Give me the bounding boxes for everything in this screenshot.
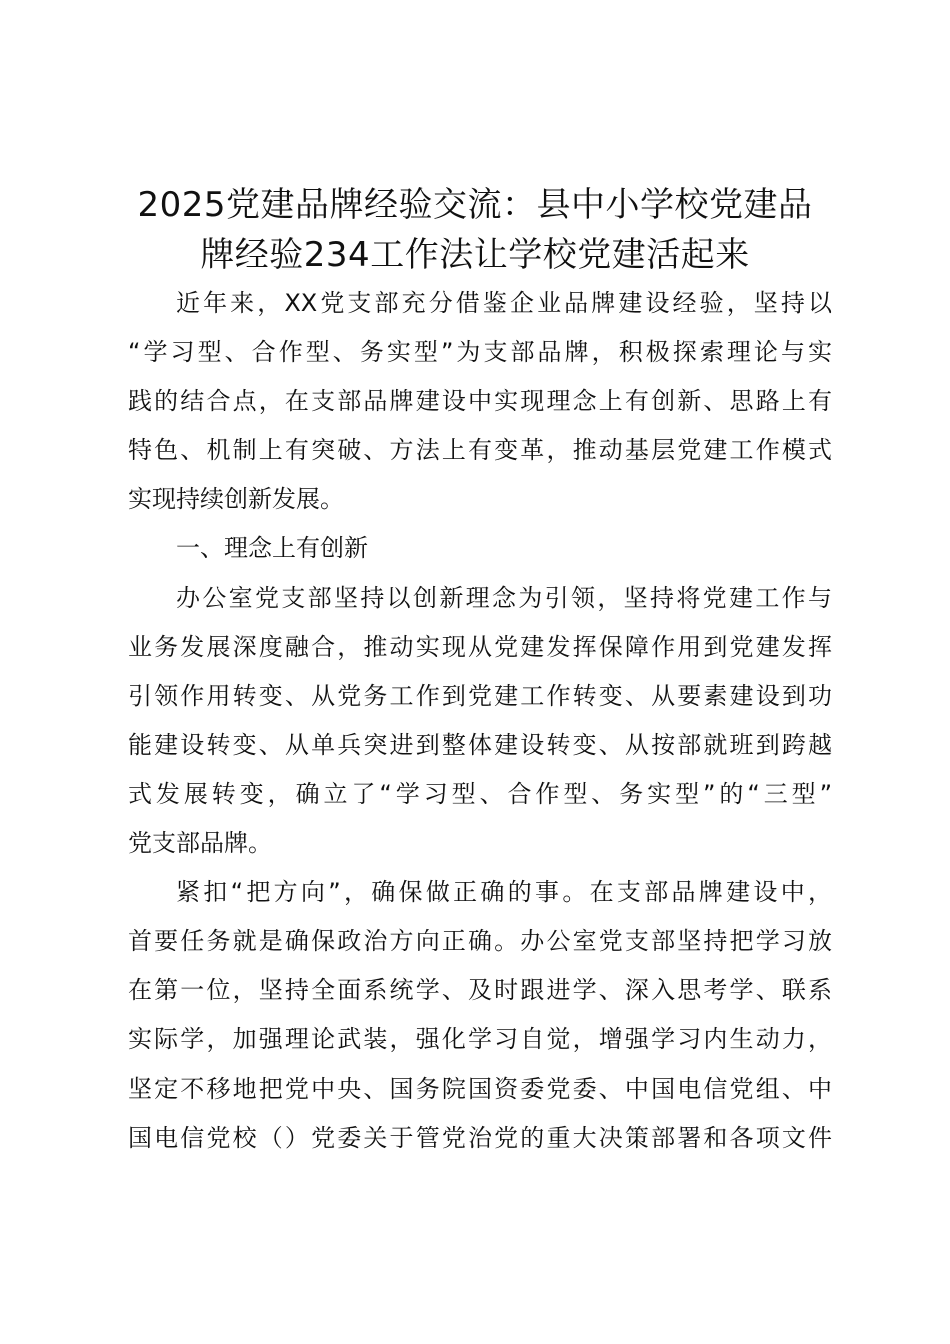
paragraph-concept: [128, 574, 832, 869]
text-line: 实现持续创新发展。: [128, 485, 344, 514]
document-body: [128, 279, 832, 1163]
paragraph-intro: [128, 279, 832, 524]
paragraph-direction: [128, 868, 832, 1163]
text-line: 近年来，XX党支部充分借鉴企业品牌建设经验，坚持以: [176, 289, 832, 317]
text-line: 党支部品牌。: [128, 829, 272, 858]
text-line: 紧扣“把方向”，确保做正确的事。在支部品牌建设中，: [176, 878, 832, 907]
title-line-2: 牌经验234工作法让学校党建活起来: [200, 235, 750, 275]
text-line: 践的结合点，在支部品牌建设中实现理念上有创新、思路上有: [128, 387, 832, 416]
text-line: 能建设转变、从单兵突进到整体建设转变、从按部就班到跨越: [128, 730, 832, 759]
document-title: [100, 180, 850, 280]
text-line: 引领作用转变、从党务工作到党建工作转变、从要素建设到功: [128, 681, 832, 710]
text-line: 坚定不移地把党中央、国务院国资委党委、中国电信党组、中: [128, 1074, 832, 1103]
text-line: 式发展转变，确立了“学习型、合作型、务实型”的“三型”: [128, 779, 832, 808]
text-line: 办公室党支部坚持以创新理念为引领，坚持将党建工作与: [176, 583, 832, 612]
text-line: 实际学，加强理论武装，强化学习自觉，增强学习内生动力，: [128, 1025, 832, 1054]
text-line: 首要任务就是确保政治方向正确。办公室党支部坚持把学习放: [128, 927, 832, 956]
section-heading: [128, 524, 832, 573]
title-line-1: 2025党建品牌经验交流：县中小学校党建品: [137, 185, 813, 225]
text-line: “学习型、合作型、务实型”为支部品牌，积极探索理论与实: [128, 338, 832, 367]
text-line: 国电信党校（）党委关于管党治党的重大决策部署和各项文件: [128, 1123, 832, 1152]
text-line: 业务发展深度融合，推动实现从党建发挥保障作用到党建发挥: [128, 632, 832, 661]
heading-line: 一、理念上有创新: [176, 534, 368, 563]
text-line: 在第一位，坚持全面系统学、及时跟进学、深入思考学、联系: [128, 976, 832, 1005]
text-line: 特色、机制上有突破、方法上有变革，推动基层党建工作模式: [128, 436, 832, 465]
